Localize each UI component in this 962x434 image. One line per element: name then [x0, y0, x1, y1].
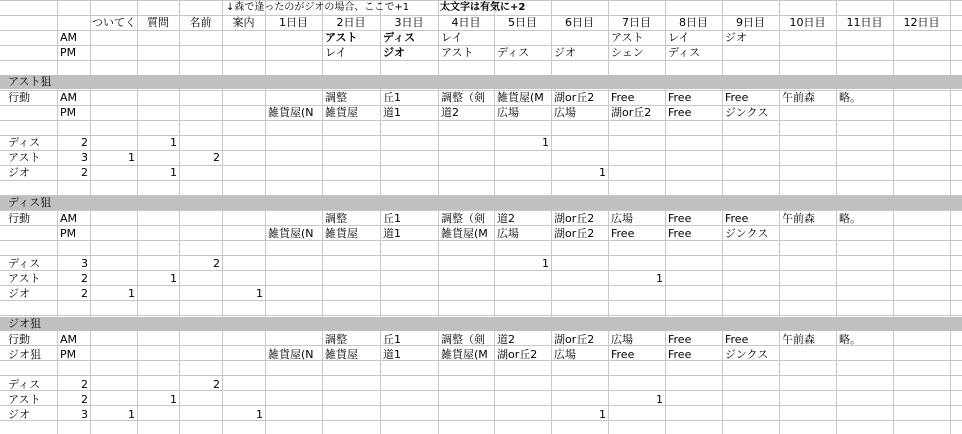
character-name[interactable]: ジオ: [8, 287, 30, 300]
header-cell[interactable]: 8日目: [679, 16, 708, 29]
pm-cell[interactable]: 雑貨屋: [325, 227, 358, 240]
section-band: [0, 196, 962, 210]
score-cell[interactable]: 1: [656, 393, 663, 406]
score-cell[interactable]: 1: [170, 393, 177, 406]
score-cell[interactable]: 1: [128, 408, 135, 421]
top-pm-cell[interactable]: ジオ: [383, 46, 405, 59]
am-cell[interactable]: Free: [611, 91, 635, 104]
section-band: [0, 75, 962, 89]
score-cell[interactable]: 1: [599, 166, 606, 179]
section-title[interactable]: ジオ狙: [8, 317, 41, 330]
pm-cell[interactable]: 広場: [554, 106, 576, 119]
header-cell[interactable]: ついてく: [92, 16, 136, 29]
pm-cell[interactable]: 雑貨屋: [325, 348, 358, 361]
score-cell[interactable]: 1: [542, 257, 549, 270]
action-label[interactable]: 行動: [8, 91, 30, 104]
am-cell[interactable]: 調整: [325, 333, 347, 346]
column-divider: [179, 0, 180, 434]
top-am-cell[interactable]: レイ: [668, 31, 690, 44]
pm-cell[interactable]: 湖or丘2: [554, 227, 595, 240]
pm-label[interactable]: PM: [60, 227, 77, 240]
header-cell[interactable]: 質問: [147, 16, 169, 29]
top-am-cell[interactable]: アスト: [325, 31, 358, 44]
character-name[interactable]: アスト: [8, 272, 41, 285]
character-name[interactable]: アスト: [8, 151, 41, 164]
pm-cell[interactable]: 雑貨屋(M: [441, 348, 488, 361]
pm-cell[interactable]: ジンクス: [725, 227, 769, 240]
am-cell[interactable]: 湖or丘2: [554, 333, 595, 346]
am-cell[interactable]: 広場: [611, 212, 633, 225]
score-cell[interactable]: 2: [213, 378, 220, 391]
am-cell[interactable]: 調整: [325, 212, 347, 225]
am-label[interactable]: AM: [60, 91, 78, 104]
pm-row-label[interactable]: ジオ狙: [8, 348, 41, 361]
am-cell[interactable]: Free: [725, 212, 749, 225]
am-cell[interactable]: 略。: [839, 333, 861, 346]
header-cell[interactable]: 9日目: [736, 16, 765, 29]
am-cell[interactable]: 丘1: [383, 333, 401, 346]
column-divider: [950, 0, 951, 434]
column-divider: [893, 0, 894, 434]
pm-cell[interactable]: 道1: [383, 227, 401, 240]
score-cell[interactable]: 1: [256, 287, 263, 300]
score-cell[interactable]: 2: [81, 393, 88, 406]
score-cell[interactable]: 1: [599, 408, 606, 421]
am-cell[interactable]: 丘1: [383, 91, 401, 104]
character-name[interactable]: ディス: [8, 378, 41, 391]
pm-cell[interactable]: 湖or丘2: [611, 106, 652, 119]
am-label[interactable]: AM: [60, 333, 78, 346]
character-name[interactable]: アスト: [8, 393, 41, 406]
am-label[interactable]: AM: [60, 212, 78, 225]
top-pm-cell[interactable]: ディス: [668, 46, 701, 59]
action-label[interactable]: 行動: [8, 333, 30, 346]
note-forest[interactable]: ↓森で逢ったのがジオの場合、ここで+1: [226, 2, 410, 13]
score-cell[interactable]: 1: [170, 272, 177, 285]
score-cell[interactable]: 3: [81, 151, 88, 164]
section-title[interactable]: アスト狙: [8, 75, 52, 88]
character-name[interactable]: ディス: [8, 136, 41, 149]
top-pm-cell[interactable]: アスト: [441, 46, 474, 59]
am-cell[interactable]: 道2: [497, 212, 515, 225]
am-cell[interactable]: 午前森: [782, 212, 815, 225]
am-cell[interactable]: Free: [668, 212, 692, 225]
character-name[interactable]: ジオ: [8, 166, 30, 179]
section-band: [0, 317, 962, 331]
section-title[interactable]: ディス狙: [8, 196, 52, 209]
am-cell[interactable]: 調整: [325, 91, 347, 104]
character-name[interactable]: ディス: [8, 257, 41, 270]
pm-cell[interactable]: 湖or丘2: [497, 348, 538, 361]
pm-cell[interactable]: Free: [611, 227, 635, 240]
score-cell[interactable]: 3: [81, 257, 88, 270]
pm-cell[interactable]: 雑貨屋(N: [268, 227, 314, 240]
pm-cell[interactable]: ジンクス: [725, 106, 769, 119]
am-cell[interactable]: 調整（剣: [441, 333, 485, 346]
header-cell[interactable]: 名前: [189, 16, 212, 29]
score-cell[interactable]: 2: [213, 257, 220, 270]
pm-cell[interactable]: 雑貨屋(M: [441, 227, 488, 240]
top-am-cell[interactable]: レイ: [441, 31, 463, 44]
pm-cell[interactable]: Free: [611, 348, 635, 361]
header-cell[interactable]: 5日目: [508, 16, 537, 29]
column-divider: [137, 0, 138, 434]
top-am-cell[interactable]: ジオ: [725, 31, 747, 44]
score-cell[interactable]: 1: [542, 136, 549, 149]
score-cell[interactable]: 2: [213, 151, 220, 164]
header-cell[interactable]: 6日目: [565, 16, 594, 29]
am-cell[interactable]: 湖or丘2: [554, 212, 595, 225]
pm-cell[interactable]: Free: [668, 106, 692, 119]
am-cell[interactable]: 雑貨屋(M: [497, 91, 544, 104]
top-am-label[interactable]: AM: [60, 31, 78, 44]
top-am-cell[interactable]: アスト: [611, 31, 644, 44]
score-cell[interactable]: 2: [81, 287, 88, 300]
pm-cell[interactable]: 道2: [441, 106, 459, 119]
pm-cell[interactable]: Free: [668, 348, 692, 361]
am-cell[interactable]: 調整（剣: [441, 91, 485, 104]
top-pm-cell[interactable]: シェン: [611, 46, 644, 59]
top-pm-cell[interactable]: ディス: [497, 46, 530, 59]
score-cell[interactable]: 2: [81, 166, 88, 179]
score-cell[interactable]: 3: [81, 408, 88, 421]
am-cell[interactable]: 丘1: [383, 212, 401, 225]
am-cell[interactable]: Free: [725, 91, 749, 104]
pm-cell[interactable]: 雑貨屋(N: [268, 348, 314, 361]
character-name[interactable]: ジオ: [8, 408, 30, 421]
score-cell[interactable]: 1: [656, 272, 663, 285]
am-cell[interactable]: 午前森: [782, 333, 815, 346]
am-cell[interactable]: 広場: [611, 333, 633, 346]
action-label[interactable]: 行動: [8, 212, 30, 225]
score-cell[interactable]: 1: [170, 166, 177, 179]
am-cell[interactable]: 略。: [839, 212, 861, 225]
pm-cell[interactable]: 道1: [383, 106, 401, 119]
pm-cell[interactable]: 広場: [497, 227, 519, 240]
header-cell[interactable]: 2日目: [336, 16, 366, 29]
am-cell[interactable]: 調整（剣: [441, 212, 485, 225]
pm-cell[interactable]: 広場: [497, 106, 519, 119]
score-cell[interactable]: 1: [170, 136, 177, 149]
top-pm-label[interactable]: PM: [60, 46, 77, 59]
top-pm-cell[interactable]: ジオ: [554, 46, 576, 59]
pm-cell[interactable]: 雑貨屋(N: [268, 106, 314, 119]
top-pm-cell[interactable]: レイ: [325, 46, 347, 59]
header-cell[interactable]: 7日目: [622, 16, 651, 29]
score-cell[interactable]: 2: [81, 272, 88, 285]
pm-cell[interactable]: ジンクス: [725, 348, 769, 361]
am-cell[interactable]: 道2: [497, 333, 515, 346]
am-cell[interactable]: 略。: [839, 91, 861, 104]
note-bold[interactable]: 太文字は有気に+2: [440, 2, 526, 13]
column-divider: [265, 0, 266, 434]
score-cell[interactable]: 1: [256, 408, 263, 421]
am-cell[interactable]: 午前森: [782, 91, 815, 104]
top-am-cell[interactable]: ディス: [383, 31, 416, 44]
header-cell[interactable]: 12日目: [903, 16, 940, 29]
score-cell[interactable]: 1: [128, 287, 135, 300]
am-cell[interactable]: Free: [668, 91, 692, 104]
header-cell[interactable]: 3日目: [394, 16, 424, 29]
header-cell[interactable]: 1日目: [279, 16, 308, 29]
am-cell[interactable]: Free: [668, 333, 692, 346]
pm-cell[interactable]: 広場: [554, 348, 576, 361]
am-cell[interactable]: Free: [725, 333, 749, 346]
column-divider: [222, 0, 223, 434]
score-cell[interactable]: 1: [128, 151, 135, 164]
header-cell[interactable]: 4日目: [451, 16, 481, 29]
header-cell[interactable]: 11日目: [846, 16, 883, 29]
header-cell[interactable]: 案内: [232, 16, 255, 29]
am-cell[interactable]: 湖or丘2: [554, 91, 595, 104]
pm-cell[interactable]: 道1: [383, 348, 401, 361]
score-cell[interactable]: 2: [81, 136, 88, 149]
header-cell[interactable]: 10日目: [789, 16, 826, 29]
pm-label[interactable]: PM: [60, 106, 77, 119]
pm-label[interactable]: PM: [60, 348, 77, 361]
score-cell[interactable]: 2: [81, 378, 88, 391]
pm-cell[interactable]: Free: [668, 227, 692, 240]
column-divider: [90, 0, 91, 434]
pm-cell[interactable]: 雑貨屋: [325, 106, 358, 119]
